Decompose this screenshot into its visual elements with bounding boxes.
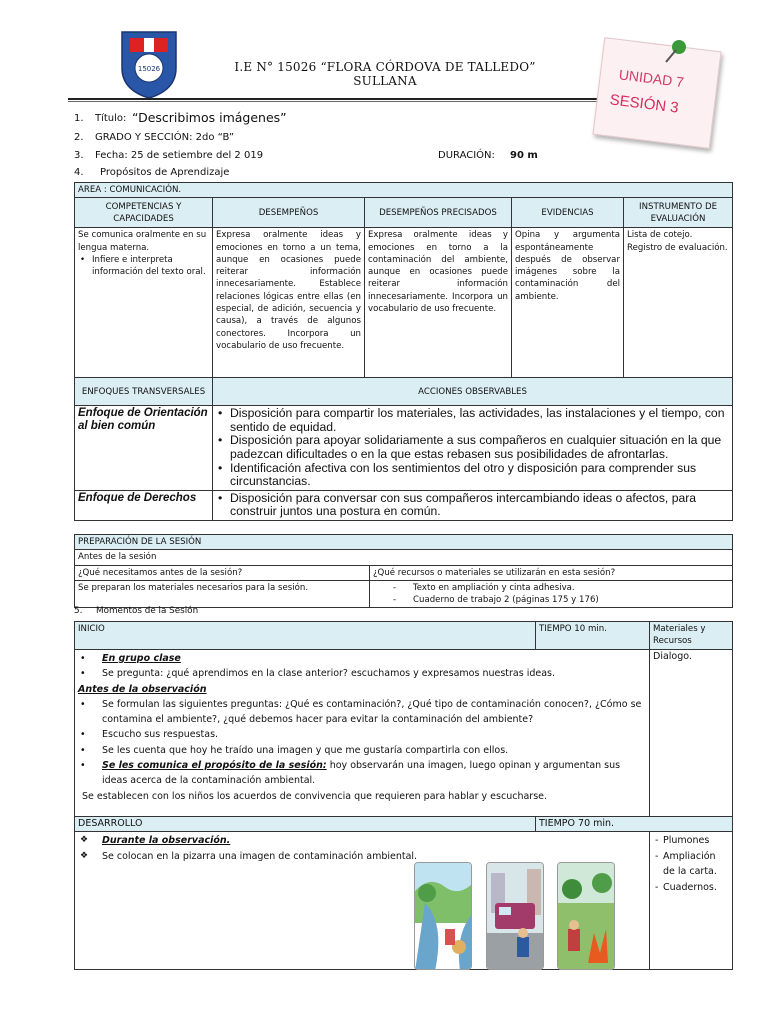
purposes-label: Propósitos de Aprendizaje — [100, 167, 230, 178]
instrumento-cell: Lista de cotejo. Registro de evaluación. — [624, 228, 733, 378]
prep-antes: Antes de la sesión — [75, 550, 733, 565]
header-instrumento: INSTRUMENTO DE EVALUACIÓN — [624, 198, 733, 228]
info-n2: 2. — [74, 132, 84, 143]
prep-question-1: ¿Qué necesitamos antes de la sesión? — [75, 565, 370, 580]
momentos-title: Momentos de la Sesión — [96, 606, 199, 616]
preparacion-table — [74, 534, 733, 608]
antes-observacion: Antes de la observación — [78, 683, 207, 695]
tiempo-desarrollo: TIEMPO 70 min. — [536, 817, 733, 832]
unit-label: UNIDAD 7 — [618, 66, 685, 91]
illustration-fire — [557, 862, 615, 970]
desarrollo-recursos — [650, 832, 733, 970]
evidencias-cell: Opina y argumenta espontáneamente después de observar imágenes sobre la contaminación del ambiente. — [512, 228, 624, 378]
action-item: • Disposición para compartir los materiales, las actividades, las instalaciones y el tiempo, con sentido de equidad. — [216, 407, 729, 434]
header-rule — [68, 98, 616, 102]
prep-answer-2 — [370, 580, 733, 608]
area-title: AREA : COMUNICACIÓN. — [75, 183, 733, 198]
competencias-cell — [75, 228, 213, 378]
competencia-text: Se comunica oralmente en su lengua materna. — [78, 230, 207, 253]
bien-comun-actions — [213, 406, 733, 491]
pushpin-icon — [660, 38, 690, 68]
proposito-label: Se les comunica el propósito de la sesión: — [102, 760, 327, 772]
capacidad-item: • Infiere e interpreta información del texto oral. — [78, 254, 209, 279]
inicio-item: • Se formulan las siguientes preguntas: ¿Qué es contaminación?, ¿Qué tipo de contaminación conocen?, ¿Cómo se contamina el ambiente?, ¿qué debemos hacer para evitar la contaminación del ambiente? — [78, 697, 646, 728]
grade-section: GRADO Y SECCIÓN: 2do “B” — [95, 132, 235, 143]
enfoque-bien-comun: Enfoque de Orientación al bien común — [75, 406, 213, 491]
material-inicio: Dialogo. — [650, 650, 733, 817]
durante-observacion: Durante la observación. — [102, 835, 231, 847]
inicio-item: • Se les cuenta que hoy he traído una imagen y que me gustaría compartirla con ellos. — [78, 743, 646, 758]
grupo-clase: En grupo clase — [102, 653, 181, 664]
enfoques-header: ENFOQUES TRANSVERSALES — [75, 378, 213, 406]
sticky-note — [592, 37, 721, 149]
illustration-river — [414, 862, 472, 970]
tiempo-inicio: TIEMPO 10 min. — [536, 622, 650, 650]
prep-question-2: ¿Qué recursos o materiales se utilizarán en esta sesión? — [370, 565, 733, 580]
desarrollo-label: DESARROLLO — [75, 817, 536, 832]
school-logo — [118, 28, 180, 100]
logo-text: 15026 — [137, 65, 161, 73]
desempenos-cell: Expresa oralmente ideas y emociones en torno a un tema, aunque en ocasiones puede reiterar información innecesariamente. Establece relaciones lógicas entre ellas (en especial, de adición, secuencia y causa), a través de algunos conectores. Incorpora un vocabulario de uso frecuente. — [213, 228, 365, 378]
info-n4: 4. — [74, 167, 84, 178]
school-header — [200, 60, 570, 88]
title-value: “Describimos imágenes” — [132, 110, 287, 125]
inicio-question: • Se pregunta: ¿qué aprendimos en la clase anterior? escuchamos y expresamos nuestras ideas. — [78, 666, 646, 681]
momentos-table — [74, 621, 733, 970]
illustration-street — [486, 862, 544, 970]
acciones-header: ACCIONES OBSERVABLES — [213, 378, 733, 406]
resource-item: - Cuaderno de trabajo 2 (páginas 175 y 176) — [391, 594, 729, 606]
pizarra-item: ❖ Se colocan en la pizarra una imagen de contaminación ambiental. — [78, 849, 646, 865]
session-date: Fecha: 25 de setiembre del 2 019 — [95, 150, 264, 161]
action-item: • Disposición para apoyar solidariamente a sus compañeros en cualquier situación en la que padezcan dificultades o en la que estas rebasen sus posibilidades de afrontarlas. — [216, 434, 729, 461]
momentos-n5: 5. — [74, 606, 83, 616]
inicio-content — [75, 650, 650, 817]
action-item: • Disposición para conversar con sus compañeros intercambiando ideas o afectos, para construir juntos una postura en común. — [216, 492, 729, 519]
materiales-header: Materiales y Recursos — [650, 622, 733, 650]
enfoque-derechos: Enfoque de Derechos — [75, 490, 213, 520]
area-table — [74, 182, 733, 521]
info-n1: 1. — [74, 113, 84, 124]
proposito-item — [78, 758, 646, 789]
inicio-label: INICIO — [75, 622, 536, 650]
school-name: I.E N° 15026 “FLORA CÓRDOVA DE TALLEDO” — [234, 60, 536, 74]
duration-value: 90 m — [510, 150, 538, 161]
session-label: SESIÓN 3 — [608, 91, 680, 117]
action-item: • Identificación afectiva con los sentimientos del otro y disposición para comprender sus circunstancias. — [216, 462, 729, 489]
derechos-actions — [213, 490, 733, 520]
duration-label: DURACIÓN: — [438, 150, 495, 161]
acuerdos-text: Se establecen con los niños los acuerdos de convivencia que requieren para hablar y escucharse. — [82, 790, 548, 802]
prep-title: PREPARACIÓN DE LA SESIÓN — [75, 535, 733, 550]
proposito-text: hoy observarán una imagen, luego opinan y argumentan sus ideas acerca de la contaminación ambiental. — [102, 760, 621, 787]
school-city: SULLANA — [353, 74, 417, 88]
precisados-cell: Expresa oralmente ideas y emociones en torno a la contaminación del ambiente, aunque en ocasiones puede reiterar información innecesariamente. Incorpora un vocabulario de uso frecuente. — [365, 228, 512, 378]
prep-answer-1: Se preparan los materiales necesarios para la sesión. — [75, 580, 370, 608]
header-precisados: DESEMPEÑOS PRECISADOS — [365, 198, 512, 228]
title-label: Título: — [95, 113, 127, 124]
inicio-item: • Escucho sus respuestas. — [78, 727, 646, 742]
recurso-item: - Cuadernos. — [653, 880, 729, 896]
recurso-item: - Plumones — [653, 833, 729, 849]
resource-item: - Texto en ampliación y cinta adhesiva. — [391, 582, 729, 594]
header-evidencias: EVIDENCIAS — [512, 198, 624, 228]
header-competencias: COMPETENCIAS Y CAPACIDADES — [75, 198, 213, 228]
recurso-item: - Ampliación de la carta. — [653, 849, 729, 880]
header-desempenos: DESEMPEÑOS — [213, 198, 365, 228]
info-n3: 3. — [74, 150, 84, 161]
